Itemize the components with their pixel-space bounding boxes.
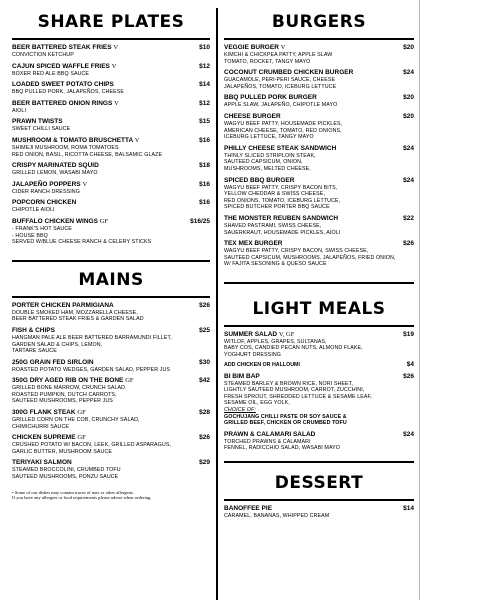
description-line: - HOUSE BBQ [12,232,48,239]
menu-item [12,162,210,177]
menu-item-description [224,153,414,173]
share-plates-heading: SHARE PLATES [37,12,185,32]
menu-item-name: 300G FLANK STEAK [12,409,76,417]
description-line: AMERICAN CHEESE, TOMATO, RED ONIONS, [224,127,342,134]
description-line: CARAMEL, BANANAS, WHIPPED CREAM [224,513,330,519]
dietary-tag: V [113,44,119,51]
menu-item-description [12,52,210,59]
menu-item-name: PHILLY CHEESE STEAK SANDWICH [224,144,337,152]
description-line: STEAMED BROCCOLINI, CRUMBED TOFU [12,467,121,474]
description-line: RED ONION, BASIL, RICOTTA CHEESE, BALSAMIC GLAZE [12,151,163,158]
menu-item-description [224,185,414,211]
menu-item [224,44,414,65]
dietary-tag: GF [77,434,86,442]
menu-item-name: COCONUT CRUMBED CHICKEN BURGER [224,69,354,77]
description-line: - FRANK'S HOT SAUCE [12,225,72,232]
menu-item-name: SPICED BBQ BURGER [224,176,295,184]
menu-item-description [12,207,210,214]
description-line: CHIMICHURRI SAUCE [12,423,70,430]
menu-item [12,459,210,480]
right-column [224,0,414,520]
menu-item [224,69,414,90]
menu-item-header [12,434,210,442]
description-line: ICEBURG LETTUCE, TANGY MAYO [224,134,314,141]
menu-item-price: $22 [403,214,414,222]
description-line: SAUTEED MUSHROOMS, PEPPER JUS [12,398,113,405]
menu-item [12,359,210,374]
menu-item-header [12,118,210,126]
menu-item-title [12,327,55,335]
menu-item [224,505,414,520]
menu-item-description [12,108,210,115]
menu-item-name: LOADED SWEET POTATO CHIPS [12,81,114,89]
menu-item-title [12,218,108,226]
menu-item-price: $12 [199,99,210,107]
menu-item-title [224,177,294,185]
menu-item-title [224,215,338,223]
menu-item-header [224,145,414,153]
description-line: BABY COS, CANDIED PECAN NUTS, ALMOND FLAKE, [224,345,363,352]
menu-item-description [12,189,210,196]
mains-heading: MAINS [78,269,144,290]
menu-item-title [224,69,353,77]
description-line: MUSHROOMS, MELTED CHEESE, [224,165,311,172]
menu-item-title [12,459,72,467]
menu-item-name: 350G DRY AGED RIB ON THE BONE [12,377,124,385]
description-line: FENNEL, RADICCHIO SALAD, WASABI MAYO [224,445,341,452]
menu-item-description [12,170,210,177]
menu-item-title [12,63,116,71]
menu-item-price: $14 [199,81,210,89]
menu-item-title [12,137,139,145]
menu-item-price: $16/25 [190,217,210,225]
description-line: GOCHUJANG CHILLI PASTE OR SOY SAUCE & [224,413,347,420]
menu-item-header [12,137,210,145]
menu-item-header [12,199,210,207]
menu-item-name: PORTER CHICKEN PARMIGIANA [12,301,114,309]
description-line: ROASTED POTATO WEDGES, GARDEN SALAD, PEPPER JUS [12,366,171,373]
menu-item-price: $29 [199,459,210,467]
menu-item-header [12,218,210,226]
menu-item-name: FISH & CHIPS [12,326,55,334]
description-line: SWEET CHILLI SAUCE [12,126,71,133]
dietary-tag: V [111,62,117,70]
menu-item [12,181,210,196]
menu-item-name: PRAWN & CALAMARI SALAD [224,430,316,438]
description-line: SHAVED PASTRAMI, SWISS CHEESE, [224,222,322,229]
menu-item [224,145,414,173]
menu-item-name: CAJUN SPICED WAFFLE FRIES [12,62,110,70]
description-line: ROASTED PUMPKIN, DUTCH CARROTS, [12,391,117,398]
description-line: GRILLED BONE MARROW, CRUNCH SALAD [12,385,126,392]
menu-item-name: BANOFFEE PIE [224,505,273,512]
menu-item-title [12,162,99,170]
menu-item-name: MUSHROOM & TOMATO BRUSCHETTA [12,136,133,144]
page-edge [419,0,420,600]
description-line: GRILLED BEEF, CHICKEN OR CRUMBED TOFU [224,420,347,427]
menu-item-price: $42 [199,377,210,385]
menu-item-title [224,331,294,339]
menu-item-header [224,240,414,248]
description-line: SHIMEJI MUSHROOM, ROMA TOMATOES [12,144,119,151]
menu-item [12,137,210,158]
menu-item-name: JALAPEÑO POPPERS [12,180,81,188]
allergen-note [12,490,210,501]
menu-item-title [12,359,94,367]
menu-item-description [224,248,414,268]
menu-item-price: $16 [199,180,210,188]
menu-item-name: 250G GRAIN FED SIRLOIN [12,358,94,366]
menu-item [224,113,414,141]
menu-item-title [224,431,315,439]
menu-item [12,44,210,59]
description-line: APPLE SLAW, JALAPEÑO, CHIPOTLE MAYO [224,102,338,109]
menu-item-header [12,100,210,108]
description-line: CHIPOTLE AIOLI [12,207,55,214]
menu-item-name: CHICKEN SUPREME [12,434,76,442]
description-line: STEAMED BARLEY & BROWN RICE, NORI SHEET, [224,380,353,387]
menu-item-title [12,44,118,52]
menu-item [12,63,210,78]
menu-item [12,199,210,214]
menu-item-price: $16 [199,199,210,207]
menu-item-description [224,381,414,427]
dietary-tag: V [114,99,119,107]
menu-item-title [224,240,283,248]
dietary-tag: V, GF [278,330,295,338]
description-line: BBQ PULLED PORK, JALAPEÑOS, CHEESE [12,89,125,96]
menu-item [12,100,210,115]
description-line: WAGYU BEEF PATTY, CRISPY BACON BITS, [224,184,338,191]
menu-item-price: $24 [403,144,414,152]
dietary-tag: GF [125,377,134,385]
menu-item-description [224,121,414,141]
menu-item-price: $12 [199,62,210,70]
menu-item-header [224,431,414,439]
menu-item [224,331,414,369]
description-line: SAUTEED MUSHROOMS, PONZU SAUCE [12,474,119,481]
menu-item [12,81,210,96]
menu-item-price: $30 [199,358,210,366]
dessert-list [224,505,414,520]
menu-item-header [224,69,414,77]
menu-item-description [224,513,414,520]
menu-item [12,327,210,355]
menu-item [12,377,210,405]
menu-item-header [12,377,210,385]
menu-item-header [224,113,414,121]
menu-item-header [12,63,210,71]
menu-item-description [12,442,210,455]
menu-item-title [224,44,285,52]
menu-item-price: $28 [199,409,210,417]
menu-item-header [12,81,210,89]
description-line: CHOICE OF: [224,407,256,414]
menu-item-description [12,367,210,374]
add-on-text: ADD CHICKEN OR HALLOUMI [224,361,300,368]
dietary-tag: GF [77,409,86,417]
description-line: YELLOW CHEDDAR & SWISS CHEESE, [224,191,326,198]
menu-item-description [12,385,210,405]
allergen-note-line: • Some of our dishes may contain traces of nuts or other allergens. [12,489,134,495]
menu-item-title [224,113,281,121]
description-line: SERVED W/BLUE CHEESE RANCH & CELERY STICKS [12,239,152,246]
menu-item-name: BBQ PULLED PORK BURGER [224,94,317,102]
menu-item-header [224,331,414,339]
menu-item-description [12,335,210,355]
description-line: GRILLED LEMON, WASABI MAYO [12,170,98,177]
menu-item-price: $16 [199,136,210,144]
description-line: DOUBLE SMOKED HAM, MOZZARELLA CHEESE, [12,309,138,316]
menu-item-title [12,118,63,126]
description-line: FRESH SPROUT, SHREDDED LETTUCE & SESAME LEAF, [224,393,372,400]
description-line: W/ FAJITA SESONING & QUESO SAUCE [224,261,327,268]
description-line: GUACAMOLE, PERI-PERI SAUCE, CHEESE [224,77,336,84]
menu-item-description [224,439,414,452]
menu-item-header [224,215,414,223]
left-column [12,0,210,501]
menu-item-description [224,77,414,90]
menu-item-title [12,409,86,417]
description-line: LIGHTLY SAUTEED MUSHROOM, CARROT, ZUCCHINI, [224,387,365,394]
description-line: WITLOF, APPLES, GRAPES, SULTANAS, [224,338,327,345]
menu-item [12,218,210,246]
dessert-heading: DESSERT [274,473,364,493]
menu-item-price: $24 [403,176,414,184]
menu-item [224,373,414,427]
menu-item-name: CHEESE BURGER [224,112,281,120]
menu-item-title [12,434,86,442]
menu-item-price: $24 [403,430,414,438]
description-line: BOXER RED ALE BBQ SAUCE [12,70,90,77]
menu-item-header [12,44,210,52]
menu-item [224,431,414,452]
menu-item-title [224,145,336,153]
menu-item-name: BEER BATTERED STEAK FRIES [12,44,112,51]
menu-item-title [12,199,76,207]
description-line: YOGHURT DRESSING [224,352,282,359]
menu-item-description [224,52,414,65]
dietary-tag: GF [99,217,109,225]
menu-item-description [12,467,210,480]
menu-item [12,434,210,455]
menu-item-title [12,100,119,108]
description-line: KIMCHI & CHICKPEA PATTY, APPLE SLAW [224,52,333,58]
menu-item-name: BUFFALO CHICKEN WINGS [12,217,98,225]
add-on-row [224,361,414,369]
menu-item-header [224,177,414,185]
allergen-note-line: If you have any allergies or food requirements please advise when ordering. [12,495,152,501]
menu-item-title [12,302,114,310]
mains-rule [12,296,210,298]
menu-item [224,94,414,109]
menu-item [12,118,210,133]
menu-item-header [12,359,210,367]
dessert-rule [224,499,414,501]
menu-item-description [12,145,210,158]
description-line: CRUSHED POTATO W/ BACON, LEEK, GRILLED ASPARAGUS, [12,442,172,449]
menu-item-price: $20 [403,112,414,120]
menu-item-name: SUMMER SALAD [224,330,278,338]
description-line: RED ONIONS, TOMATO, ICEBURG LETTUCE, [224,197,341,204]
dietary-tag: V [134,136,140,144]
dietary-tag: V [280,44,286,51]
description-line: SPICED BUTCHER PORTER BBQ SAUCE [224,204,330,211]
burgers-rule [224,38,414,40]
menu-item-header [12,162,210,170]
menu-item [224,177,414,211]
dietary-tag: V [82,180,88,188]
menu-item-price: $19 [403,330,414,338]
menu-item-name: POPCORN CHICKEN [12,199,77,207]
menu-item-description [12,89,210,96]
menu-item-header [12,459,210,467]
light-meals-list [224,331,414,452]
description-line: TOMATO, ROCKET, TANGY MAYO [224,58,311,65]
description-line: WAGYU BEEF PATTY, HOUSEMADE PICKLES, [224,120,343,127]
menu-item-price: $24 [403,69,414,77]
menu-item-price: $20 [403,94,414,102]
menu-item-name: PRAWN TWISTS [12,118,63,126]
description-line: SESAME OIL, EGG YOLK, [224,400,290,407]
description-line: HANGMAN PALE ALE BEER BATTERED BARRAMUNDI FILLET, [12,334,172,341]
description-line: TORCHED PRAWNS & CALAMARI [224,438,311,445]
menu-item-title [12,181,87,189]
description-line: GARLIC BUTTER, MUSHROOM SAUCE [12,448,113,455]
menu-item-header [224,373,414,381]
menu-item-price: $15 [199,118,210,126]
menu-item-price: $10 [199,44,210,51]
menu-item-name: TERIYAKI SALMON [12,459,72,467]
menu-item-name: BI BIM BAP [224,372,260,380]
menu-item-price: $26 [403,240,414,248]
description-line: SAUERKRAUT, HOUSEMADE PICKLES, AIOLI [224,229,341,236]
menu-item-name: THE MONSTER REUBEN SANDWICH [224,214,339,222]
description-line: GRILLED CORN ON THE COB, CRUNCHY SALAD, [12,417,140,424]
share-plates-list [12,44,210,246]
burgers-heading: BURGERS [271,12,367,32]
description-line: THINLY SLICED STRIPLOIN STEAK, [224,152,316,159]
menu-item-title [224,373,260,381]
menu-item-header [224,44,414,52]
menu-item-description [224,339,414,359]
description-line: SAUTEED CAPSICUM, ONION, [224,159,303,166]
description-line: AIOLI [12,107,27,114]
menu-item-price: $26 [199,434,210,442]
burgers-list [224,44,414,268]
menu-item [224,240,414,268]
menu-item-title [224,505,272,513]
menu-item-description [12,310,210,323]
menu-item-header [12,181,210,189]
menu-item-header [224,505,414,513]
description-line: JALAPEÑOS, TOMATO, ICEBURG LETTUCE [224,83,337,90]
description-line: GARDEN SALAD & CHIPS, LEMON, [12,341,103,348]
menu-item-price: $26 [403,372,414,380]
menu-item-description [12,126,210,133]
column-divider [216,8,218,600]
menu-item-price: $20 [403,44,414,51]
menu-item [12,302,210,323]
mains-list [12,302,210,481]
menu-item-price: $25 [199,326,210,334]
menu-item-description [224,223,414,236]
menu-item-description [12,71,210,78]
menu-item-description [12,417,210,430]
menu-item-header [12,409,210,417]
share-rule [12,38,210,40]
menu-item [224,215,414,236]
menu-item-name: TEX MEX BURGER [224,240,283,248]
menu-item-price: $14 [403,505,414,512]
menu-item-price: $18 [199,162,210,170]
light-rule [224,325,414,327]
menu-item-title [12,377,134,385]
description-line: CONVICTION KETCHUP [12,52,74,58]
light-meals-heading: LIGHT MEALS [252,298,386,319]
menu-item-header [12,302,210,310]
description-line: SAUTEED CAPSICUM, MUSHROOMS, JALAPEÑOS, FRIED ONION, [224,254,396,261]
menu-item-name: CRISPY MARINATED SQUID [12,162,99,170]
menu-item [12,409,210,430]
description-line: TARTARE SAUCE [12,348,57,355]
description-line: WAGYU BEEF PATTY, CRISPY BACON, SWISS CHEESE, [224,248,369,255]
menu-item-name: VEGGIE BURGER [224,44,279,51]
menu-item-description [224,102,414,109]
description-line: BEER BATTERED STEAK FRIES & GARDEN SALAD [12,316,144,323]
add-on-price: $4 [406,360,414,368]
menu-item-header [12,327,210,335]
menu-item-price: $26 [199,301,210,309]
description-line: CIDER RANCH DRESSING [12,188,80,195]
menu-item-description [12,226,210,246]
menu-item-name: BEER BATTERED ONION RINGS [12,99,113,107]
menu-item-title [12,81,114,89]
